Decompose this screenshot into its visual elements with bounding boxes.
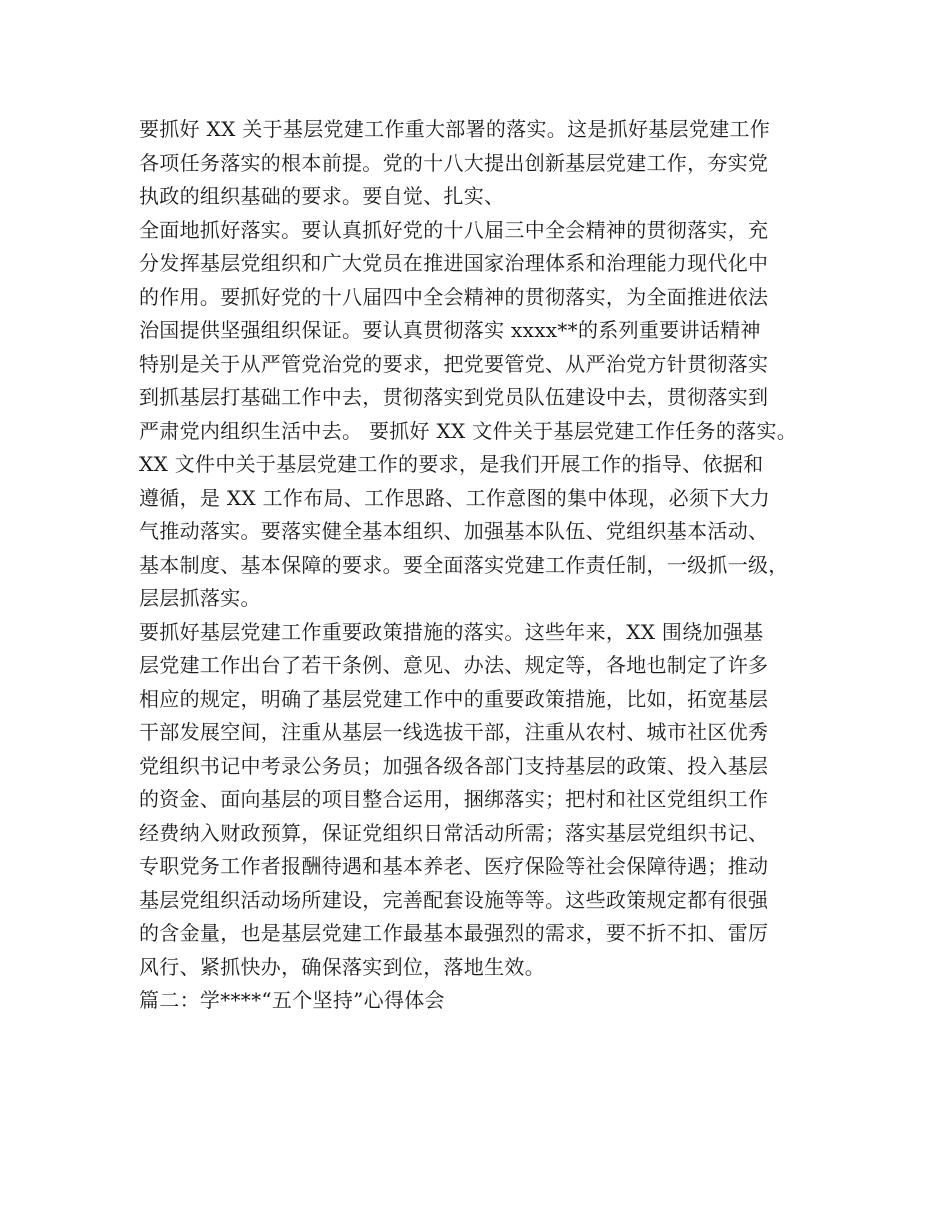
text-line: 经费纳入财政预算，保证党组织日常活动所需；落实基层党组织书记、 <box>139 820 769 845</box>
text-line: 的含金量，也是基层党建工作最基本最强烈的需求，要不折不扣、雷厉 <box>139 921 769 945</box>
text-line: 党组织书记中考录公务员；加强各级各部门支持基层的政策、投入基层 <box>139 753 769 778</box>
text-line: 专职党务工作者报酬待遇和基本养老、医疗保险等社会保障待遇；推动 <box>139 854 769 878</box>
text-line: 各项任务落实的根本前提。党的十八大提出创新基层党建工作，夯实党 <box>139 150 769 175</box>
text-line: 要抓好基层党建工作重要政策措施的落实。这些年来，XX 围绕加强基 <box>139 619 764 644</box>
text-line: 治国提供坚强组织保证。要认真贯彻落实 xxxx**的系列重要讲话精神 <box>139 318 761 342</box>
text-line: 到抓基层打基础工作中去，贯彻落实到党员队伍建设中去，贯彻落实到 <box>139 385 769 409</box>
text-line: 执政的组织基础的要求。要自觉、扎实、 <box>139 184 505 208</box>
text-line: 严肃党内组织生活中去。 要抓好 XX 文件关于基层党建工作任务的落实。 <box>139 418 798 443</box>
text-line: 气推动落实。要落实健全基本组织、加强基本队伍、党组织基本活动、 <box>139 519 769 543</box>
text-line: 基本制度、基本保障的要求。要全面落实党建工作责任制，一级抓一级， <box>139 552 789 577</box>
text-line: 风行、紧抓快办，确保落实到位，落地生效。 <box>139 954 545 979</box>
text-line: 干部发展空间，注重从基层一线选拔干部，注重从农村、城市社区优秀 <box>139 720 769 744</box>
text-line: 基层党组织活动场所建设，完善配套设施等等。这些政策规定都有很强 <box>139 887 769 912</box>
text-line: 层层抓落实。 <box>139 586 261 610</box>
text-line: 特别是关于从严管党治党的要求，把党要管党、从严治党方针贯彻落实 <box>139 351 769 376</box>
text-line: 分发挥基层党组织和广大党员在推进国家治理体系和治理能力现代化中 <box>139 251 769 275</box>
text-line: XX 文件中关于基层党建工作的要求，是我们开展工作的指导、依据和 <box>139 452 764 476</box>
text-line: 的资金、面向基层的项目整合运用，捆绑落实；把村和社区党组织工作 <box>139 787 769 811</box>
text-line: 相应的规定，明确了基层党建工作中的重要政策措施，比如，拓宽基层 <box>139 686 769 711</box>
section-heading: 篇二：学****“五个坚持”心得体会 <box>139 988 445 1012</box>
document-body <box>139 113 839 1018</box>
text-line: 要抓好 XX 关于基层党建工作重大部署的落实。这是抓好基层党建工作 <box>139 117 771 141</box>
text-line: 全面地抓好落实。要认真抓好党的十八届三中全会精神的贯彻落实，充 <box>139 217 769 242</box>
text-line: 遵循，是 XX 工作布局、工作思路、工作意图的集中体现，必须下大力 <box>139 485 771 510</box>
text-line: 层党建工作出台了若干条例、意见、办法、规定等，各地也制定了许多 <box>139 653 769 677</box>
text-line: 的作用。要抓好党的十八届四中全会精神的贯彻落实，为全面推进依法 <box>139 284 769 309</box>
